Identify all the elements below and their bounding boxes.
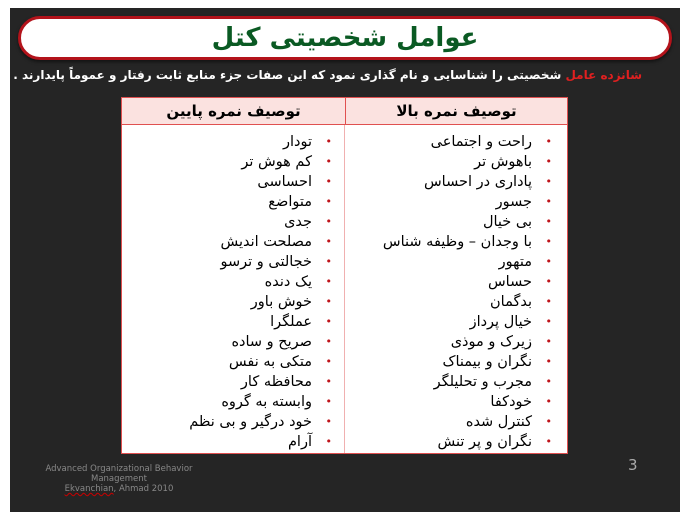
trait-label: تودار	[282, 134, 312, 150]
bullet-icon: •	[545, 275, 552, 288]
bullet-icon: •	[325, 295, 332, 308]
trait-label: احساسی	[257, 174, 312, 190]
trait-label: راحت و اجتماعی	[430, 134, 532, 150]
intro-text	[13, 66, 642, 84]
list-item	[128, 372, 334, 392]
trait-label: بی خیال	[482, 214, 532, 230]
list-item	[348, 212, 554, 232]
list-item	[128, 392, 334, 412]
list-item	[128, 232, 334, 252]
bullet-icon: •	[545, 195, 552, 208]
trait-label: کم هوش تر	[241, 154, 312, 170]
list-item	[348, 152, 554, 172]
header-high-score: توصیف نمره بالا	[345, 98, 567, 125]
bullet-icon: •	[545, 395, 552, 408]
list-item	[128, 152, 334, 172]
bullet-icon: •	[325, 175, 332, 188]
list-item	[348, 192, 554, 212]
bullet-icon: •	[545, 155, 552, 168]
list-item	[128, 432, 334, 452]
list-item	[348, 352, 554, 372]
list-item	[128, 132, 334, 152]
bullet-icon: •	[545, 135, 552, 148]
low-score-list	[128, 132, 334, 452]
column-divider	[344, 125, 345, 453]
trait-label: خود درگیر و بی نظم	[189, 414, 312, 430]
bullet-icon: •	[325, 155, 332, 168]
trait-label: خجالتی و ترسو	[220, 254, 312, 270]
trait-label: پاداری در احساس	[423, 174, 532, 190]
title-banner	[18, 16, 672, 60]
bullet-icon: •	[325, 415, 332, 428]
list-item	[128, 272, 334, 292]
trait-label: مجرب و تحلیلگر	[433, 374, 532, 390]
bullet-icon: •	[325, 355, 332, 368]
trait-label: متواضع	[268, 194, 312, 210]
bullet-icon: •	[325, 435, 332, 448]
trait-label: حساس	[487, 274, 532, 290]
trait-label: خودکفا	[490, 394, 532, 410]
high-score-list	[348, 132, 554, 452]
footer-citation	[24, 464, 214, 494]
footer-author: Ekvanchian	[64, 484, 114, 494]
trait-label: عملگرا	[270, 314, 312, 330]
bullet-icon: •	[545, 255, 552, 268]
list-item	[348, 292, 554, 312]
bullet-icon: •	[325, 215, 332, 228]
list-item	[128, 172, 334, 192]
trait-label: خیال پرداز	[469, 314, 532, 330]
bullet-icon: •	[325, 275, 332, 288]
trait-label: متکی به نفس	[228, 354, 312, 370]
bullet-icon: •	[545, 415, 552, 428]
footer-year: , Ahmad 2010	[113, 484, 174, 494]
intro-highlight: شانزده عامل	[565, 68, 642, 82]
bullet-icon: •	[325, 195, 332, 208]
trait-label: محافظه کار	[240, 374, 312, 390]
bullet-icon: •	[325, 255, 332, 268]
list-item	[128, 292, 334, 312]
trait-label: بدگمان	[490, 294, 532, 310]
list-item	[348, 432, 554, 452]
list-item	[128, 212, 334, 232]
list-item	[348, 332, 554, 352]
trait-label: نگران و بیمناک	[442, 354, 532, 370]
list-item	[348, 312, 554, 332]
list-item	[128, 332, 334, 352]
list-item	[128, 252, 334, 272]
list-item	[348, 132, 554, 152]
slide-title: عوامل شخصیتی کتل	[211, 23, 479, 53]
trait-label: زیرک و موذی	[450, 334, 532, 350]
bullet-icon: •	[545, 435, 552, 448]
slide	[10, 8, 680, 512]
footer-line-2: Management	[91, 474, 147, 484]
list-item	[348, 392, 554, 412]
trait-label: جدی	[284, 214, 312, 230]
list-item	[348, 172, 554, 192]
trait-label: مصلحت اندیش	[220, 234, 312, 250]
bullet-icon: •	[545, 215, 552, 228]
bullet-icon: •	[545, 355, 552, 368]
bullet-icon: •	[545, 295, 552, 308]
list-item	[128, 412, 334, 432]
bullet-icon: •	[325, 335, 332, 348]
bullet-icon: •	[325, 235, 332, 248]
footer-line-3	[24, 484, 214, 494]
bullet-icon: •	[545, 375, 552, 388]
trait-label: کنترل شده	[465, 414, 532, 430]
trait-label: باهوش تر	[474, 154, 532, 170]
trait-label: یک دنده	[264, 274, 312, 290]
list-item	[348, 372, 554, 392]
bullet-icon: •	[545, 235, 552, 248]
trait-label: متهور	[498, 254, 532, 270]
trait-label: آرام	[287, 434, 312, 450]
bullet-icon: •	[325, 395, 332, 408]
trait-label: جسور	[495, 194, 532, 210]
list-item	[348, 272, 554, 292]
list-item	[348, 252, 554, 272]
bullet-icon: •	[545, 315, 552, 328]
intro-body: شخصیتی را شناسایی و نام گذاری نمود که این صفات جزء منابع ثابت رفتار و عموماً پایدارند .	[13, 68, 566, 82]
list-item	[348, 412, 554, 432]
list-item	[348, 232, 554, 252]
list-item	[128, 192, 334, 212]
bullet-icon: •	[325, 135, 332, 148]
list-item	[128, 312, 334, 332]
page-number: 3	[628, 456, 638, 474]
bullet-icon: •	[325, 315, 332, 328]
trait-label: خوش باور	[250, 294, 312, 310]
bullet-icon: •	[325, 375, 332, 388]
trait-label: صریح و ساده	[231, 334, 312, 350]
footer-line-1: Advanced Organizational Behavior	[45, 464, 193, 474]
trait-label: وابسته به گروه	[221, 394, 312, 410]
traits-table	[121, 97, 568, 454]
header-low-score: توصیف نمره پایین	[122, 98, 345, 125]
trait-label: نگران و پر تنش	[437, 434, 532, 450]
list-item	[128, 352, 334, 372]
bullet-icon: •	[545, 175, 552, 188]
trait-label: با وجدان – وظیفه شناس	[382, 234, 532, 250]
bullet-icon: •	[545, 335, 552, 348]
